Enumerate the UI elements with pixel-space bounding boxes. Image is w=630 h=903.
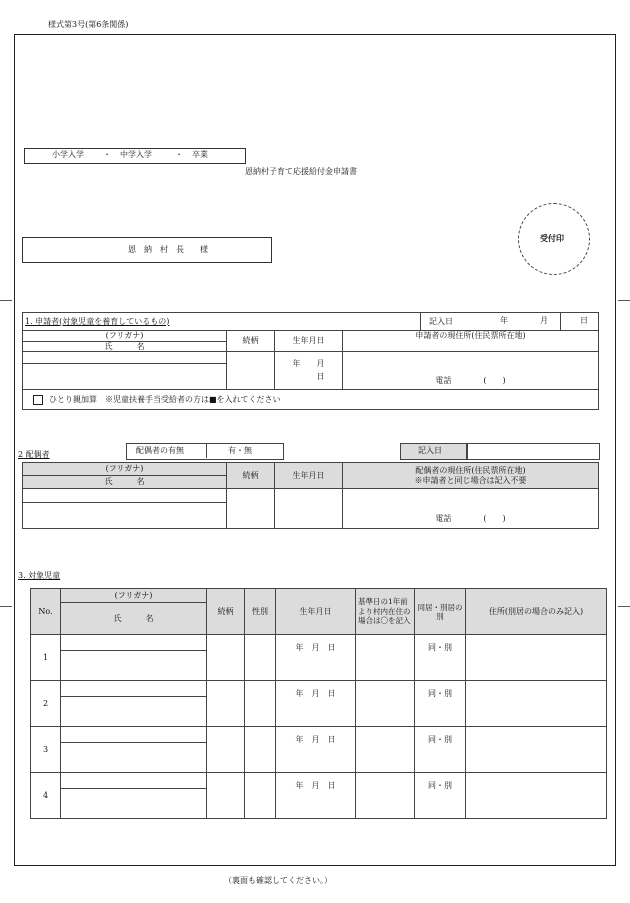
children-address-header: 住所(別居の場合のみ記入) (466, 589, 607, 635)
child-furigana-input[interactable] (61, 635, 207, 651)
spouse-furigana-header: (フリガナ) (23, 463, 227, 476)
applicant-relation-input[interactable] (227, 352, 275, 390)
child-address-input[interactable] (466, 727, 607, 773)
child-birth-day: 日 (327, 735, 336, 744)
child-residence-input[interactable] (356, 773, 415, 819)
child-furigana-input[interactable] (61, 773, 207, 789)
child-name-input[interactable] (61, 697, 207, 727)
spouse-address-label: 配偶者の現住所(住民票所在地) (415, 465, 526, 475)
applicant-birthdate-header: 生年月日 (275, 331, 343, 352)
child-residence-input[interactable] (356, 727, 415, 773)
applicant-address-header (343, 331, 599, 352)
child-row (31, 681, 607, 697)
child-name-input[interactable] (61, 743, 207, 773)
child-relation-input[interactable] (207, 635, 245, 681)
child-address-input[interactable] (466, 681, 607, 727)
child-birth-month: 月 (311, 689, 320, 698)
single-parent-row (23, 390, 599, 410)
child-gender-input[interactable] (245, 681, 276, 727)
has-spouse-label: 配偶者の有無 (136, 446, 184, 455)
form-number: 様式第3号(第6条関係) (48, 20, 129, 29)
child-birth-year: 年 (295, 643, 304, 652)
child-birth-year: 年 (295, 735, 304, 744)
applicant-birth-day: 日 (316, 371, 325, 381)
spouse-table (22, 462, 599, 529)
child-relation-input[interactable] (207, 681, 245, 727)
category-sep-2: ・ (175, 150, 183, 159)
child-birth-day: 日 (327, 781, 336, 790)
child-row (31, 727, 607, 743)
applicant-name-input[interactable] (23, 364, 227, 390)
applicant-relation-header: 続柄 (227, 331, 275, 352)
category-graduation[interactable]: 卒業 (192, 150, 208, 159)
has-spouse-divider (206, 443, 207, 458)
children-gender-header: 性別 (245, 589, 276, 635)
child-cohabit[interactable]: 同・別 (415, 635, 466, 681)
child-birth-year: 年 (295, 781, 304, 790)
child-name-input[interactable] (61, 651, 207, 681)
registration-tick-left-2 (0, 606, 12, 607)
child-row (31, 773, 607, 789)
spouse-birthdate-header: 生年月日 (275, 463, 343, 489)
child-relation-input[interactable] (207, 773, 245, 819)
spouse-name-header: 氏 名 (23, 476, 227, 489)
child-birthdate-input[interactable] (276, 635, 356, 681)
category-sep-1: ・ (103, 150, 111, 159)
applicant-birth-year: 年 (292, 358, 301, 368)
registration-tick-right-2 (618, 606, 630, 607)
spouse-phone-label: 電話 (435, 514, 452, 524)
reception-stamp-label: 受付印 (540, 234, 564, 243)
child-address-input[interactable] (466, 773, 607, 819)
applicant-furigana-input[interactable] (23, 352, 227, 364)
children-furigana-header: (フリガナ) (61, 589, 207, 603)
section1-title: 1. 申請者(対象児童を養育しているもの) (25, 316, 170, 326)
child-cohabit[interactable]: 同・別 (415, 727, 466, 773)
applicant-birth-month: 月 (316, 358, 325, 368)
child-gender-input[interactable] (245, 773, 276, 819)
single-parent-note: ※児童扶養手当受給者の方は■を入れてください (105, 394, 281, 404)
spouse-entry-date-label: 記入日 (418, 446, 442, 455)
applicant-address-input[interactable] (343, 352, 599, 390)
applicant-address-label: 申請者の現住所(住民票所在地) (415, 331, 526, 340)
children-body (31, 635, 607, 819)
applicant-entry-day: 日 (580, 316, 588, 325)
spouse-birthdate-input[interactable] (275, 489, 343, 529)
child-birth-month: 月 (311, 781, 320, 790)
children-residence-header: 基準日の1年前より村内在住の場合は〇を記入 (356, 589, 415, 635)
child-birth-day: 日 (327, 643, 336, 652)
registration-tick-left (0, 300, 12, 301)
child-no: 2 (31, 681, 61, 727)
applicant-birthdate-input[interactable] (275, 352, 343, 390)
applicant-furigana-header: (フリガナ) (23, 331, 227, 342)
document-title: 恩納村子育て応援給付金申請書 (245, 167, 357, 176)
addressee: 恩 納 村 長 様 (128, 245, 208, 254)
applicant-phone-paren: ( ) (483, 375, 506, 385)
spouse-phone-paren: ( ) (483, 514, 506, 524)
section1-title-cell (23, 313, 421, 331)
child-gender-input[interactable] (245, 635, 276, 681)
single-parent-label: ひとり親加算 (49, 394, 97, 404)
spouse-address-note: ※申請者と同じ場合は記入不要 (414, 475, 527, 485)
child-birth-month: 月 (311, 643, 320, 652)
child-gender-input[interactable] (245, 727, 276, 773)
applicant-entry-month: 月 (540, 316, 548, 325)
section3-title: 3. 対象児童 (18, 571, 61, 580)
child-residence-input[interactable] (356, 635, 415, 681)
spouse-relation-input[interactable] (227, 489, 275, 529)
child-no: 3 (31, 727, 61, 773)
category-elementary[interactable]: 小学入学 (52, 150, 84, 159)
registration-tick-right (618, 300, 630, 301)
child-cohabit[interactable]: 同・別 (415, 681, 466, 727)
spouse-address-header (343, 463, 599, 489)
child-birth-month: 月 (311, 735, 320, 744)
has-spouse-options[interactable]: 有・無 (228, 446, 252, 455)
section2-title: 2 配偶者 (18, 450, 50, 459)
children-name-header: 氏 名 (61, 603, 207, 635)
child-birth-day: 日 (327, 689, 336, 698)
applicant-name-header: 氏 名 (23, 341, 227, 352)
child-furigana-input[interactable] (61, 681, 207, 697)
child-address-input[interactable] (466, 635, 607, 681)
spouse-address-input[interactable] (343, 489, 599, 529)
child-no: 1 (31, 635, 61, 681)
spouse-entry-date-value-box[interactable] (466, 443, 600, 460)
child-furigana-input[interactable] (61, 727, 207, 743)
child-birthdate-input[interactable] (276, 727, 356, 773)
spouse-furigana-input[interactable] (23, 489, 227, 503)
child-birthdate-input[interactable] (276, 773, 356, 819)
spouse-relation-header: 続柄 (227, 463, 275, 489)
child-cohabit[interactable]: 同・別 (415, 773, 466, 819)
children-no-header: No. (31, 589, 61, 635)
child-name-input[interactable] (61, 789, 207, 819)
child-residence-input[interactable] (356, 681, 415, 727)
applicant-phone-label: 電話 (435, 375, 452, 385)
spouse-name-input[interactable] (23, 503, 227, 529)
child-no: 4 (31, 773, 61, 819)
children-relation-header: 続柄 (207, 589, 245, 635)
footer-note: （裏面も確認してください。） (224, 876, 332, 885)
applicant-entry-date-label: 記入日 (429, 316, 454, 326)
child-birthdate-input[interactable] (276, 681, 356, 727)
child-row (31, 635, 607, 651)
child-relation-input[interactable] (207, 727, 245, 773)
children-birthdate-header: 生年月日 (276, 589, 356, 635)
single-parent-checkbox[interactable] (33, 395, 43, 405)
child-birth-year: 年 (295, 689, 304, 698)
applicant-entry-year: 年 (500, 316, 508, 325)
children-cohabit-header: 同居・別居の別 (415, 589, 466, 635)
children-table (30, 588, 607, 819)
category-junior[interactable]: 中学入学 (120, 150, 152, 159)
applicant-table (22, 312, 599, 410)
